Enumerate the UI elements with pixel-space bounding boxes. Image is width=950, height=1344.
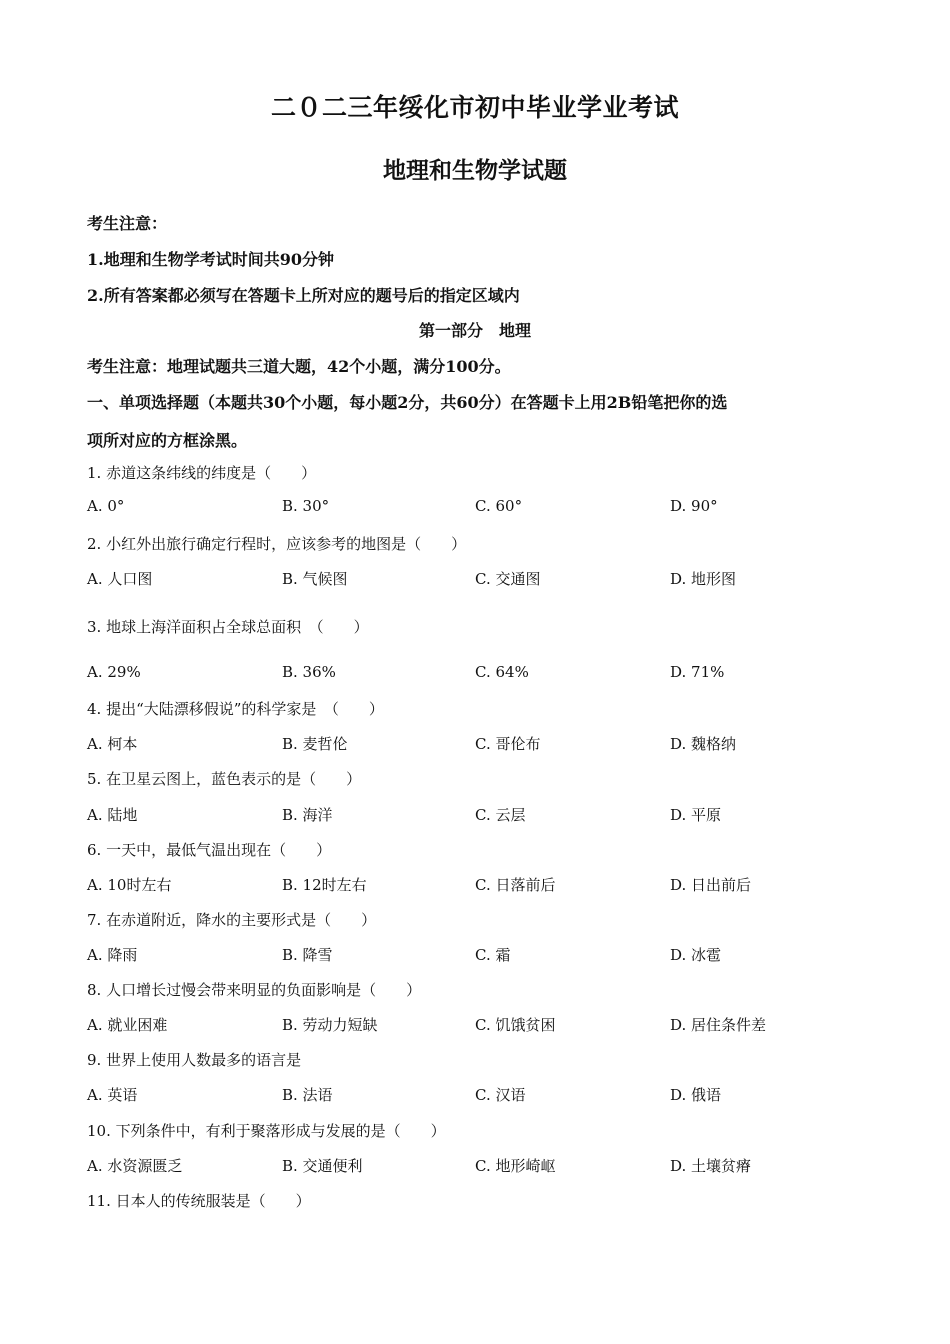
question-8-stem: 8. 人口增长过慢会带来明显的负面影响是（ ） bbox=[87, 981, 422, 999]
question-1-stem: 1. 赤道这条纬线的纬度是（ ） bbox=[87, 464, 317, 482]
option-c: C. 霜 bbox=[475, 946, 511, 964]
notice-item-1: 1.地理和生物学考试时间共90分钟 bbox=[87, 250, 334, 269]
option-c: C. 汉语 bbox=[475, 1086, 526, 1104]
question-2-options bbox=[87, 568, 867, 590]
option-a: A. 陆地 bbox=[87, 806, 138, 824]
option-b: B. 法语 bbox=[282, 1086, 333, 1104]
option-a: A. 降雨 bbox=[87, 946, 138, 964]
section-instruction-line-1: 一、单项选择题（本题共30个小题，每小题2分，共60分）在答题卡上用2B铅笔把你的选 bbox=[87, 393, 728, 412]
option-a: A. 0° bbox=[87, 497, 125, 515]
notice-heading: 考生注意： bbox=[87, 214, 168, 233]
question-8-options bbox=[87, 1014, 867, 1036]
option-c: C. 交通图 bbox=[475, 570, 541, 588]
question-7-options bbox=[87, 944, 867, 966]
question-9-stem: 9. 世界上使用人数最多的语言是 bbox=[87, 1051, 302, 1069]
exam-title: 二０二三年绥化市初中毕业学业考试 bbox=[270, 93, 679, 122]
option-d: D. 90° bbox=[670, 497, 718, 515]
option-c: C. 饥饿贫困 bbox=[475, 1016, 556, 1034]
question-4-options bbox=[87, 733, 867, 755]
notice-item-2: 2.所有答案都必须写在答题卡上所对应的题号后的指定区域内 bbox=[87, 286, 520, 305]
option-a: A. 英语 bbox=[87, 1086, 138, 1104]
option-c: C. 地形崎岖 bbox=[475, 1157, 556, 1175]
option-c: C. 日落前后 bbox=[475, 876, 556, 894]
option-d: D. 平原 bbox=[670, 806, 722, 824]
section-instruction-line-2: 项所对应的方框涂黑。 bbox=[87, 431, 248, 450]
question-3-options bbox=[87, 663, 867, 685]
option-b: B. 海洋 bbox=[282, 806, 333, 824]
option-b: B. 12时左右 bbox=[282, 876, 367, 894]
question-3-stem: 3. 地球上海洋面积占全球总面积 （ ） bbox=[87, 618, 369, 636]
question-4-stem: 4. 提出“大陆漂移假说”的科学家是 （ ） bbox=[87, 700, 384, 718]
option-b: B. 麦哲伦 bbox=[282, 735, 348, 753]
option-d: D. 地形图 bbox=[670, 570, 737, 588]
question-6-stem: 6. 一天中，最低气温出现在（ ） bbox=[87, 841, 332, 859]
option-d: D. 冰雹 bbox=[670, 946, 722, 964]
option-b: B. 降雪 bbox=[282, 946, 333, 964]
option-b: B. 36% bbox=[282, 663, 336, 681]
option-a: A. 10时左右 bbox=[87, 876, 172, 894]
option-b: B. 交通便利 bbox=[282, 1157, 363, 1175]
option-d: D. 居住条件差 bbox=[670, 1016, 767, 1034]
question-10-stem: 10. 下列条件中，有利于聚落形成与发展的是（ ） bbox=[87, 1122, 446, 1140]
option-b: B. 劳动力短缺 bbox=[282, 1016, 378, 1034]
exam-subtitle: 地理和生物学试题 bbox=[383, 157, 567, 184]
option-d: D. 魏格纳 bbox=[670, 735, 737, 753]
option-a: A. 就业困难 bbox=[87, 1016, 168, 1034]
question-7-stem: 7. 在赤道附近，降水的主要形式是（ ） bbox=[87, 911, 377, 929]
option-c: C. 哥伦布 bbox=[475, 735, 541, 753]
option-a: A. 29% bbox=[87, 663, 141, 681]
option-d: D. 日出前后 bbox=[670, 876, 752, 894]
option-c: C. 64% bbox=[475, 663, 529, 681]
option-a: A. 柯本 bbox=[87, 735, 138, 753]
option-b: B. 气候图 bbox=[282, 570, 348, 588]
option-d: D. 俄语 bbox=[670, 1086, 722, 1104]
option-b: B. 30° bbox=[282, 497, 330, 515]
question-1-options bbox=[87, 497, 867, 519]
option-a: A. 水资源匮乏 bbox=[87, 1157, 183, 1175]
question-5-stem: 5. 在卫星云图上，蓝色表示的是（ ） bbox=[87, 770, 362, 788]
question-2-stem: 2. 小红外出旅行确定行程时，应该参考的地图是（ ） bbox=[87, 535, 467, 553]
question-10-options bbox=[87, 1155, 867, 1177]
option-d: D. 71% bbox=[670, 663, 725, 681]
question-5-options bbox=[87, 804, 867, 826]
option-a: A. 人口图 bbox=[87, 570, 153, 588]
part-title: 第一部分 地理 bbox=[418, 321, 531, 340]
question-6-options bbox=[87, 874, 867, 896]
question-11-stem: 11. 日本人的传统服装是（ ） bbox=[87, 1192, 311, 1210]
option-d: D. 土壤贫瘠 bbox=[670, 1157, 752, 1175]
question-9-options bbox=[87, 1084, 867, 1106]
part-notice: 考生注意：地理试题共三道大题，42个小题，满分100分。 bbox=[87, 357, 511, 376]
option-c: C. 60° bbox=[475, 497, 523, 515]
option-c: C. 云层 bbox=[475, 806, 526, 824]
